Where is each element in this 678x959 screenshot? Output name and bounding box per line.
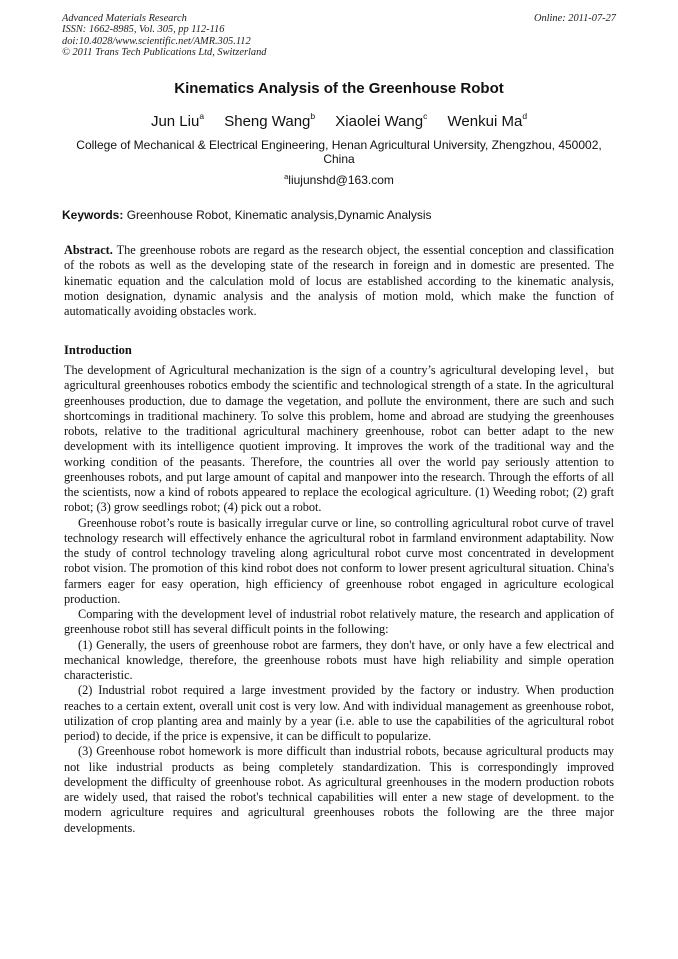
journal-name: Advanced Materials Research (62, 13, 187, 24)
author-list (0, 113, 678, 130)
author (151, 113, 204, 130)
introduction-body (64, 363, 614, 836)
abstract-text: The greenhouse robots are regard as the research object, the essential conception and classification of the robots as well as the developing state of the research in foreign and in domestic are presented. The kinematic equation and the calculation mold of locus are established according to the kinematic analysis, motion designation, dynamic analysis and the analysis of motion mold, which make the function of automatically avoiding obstacles work. (64, 243, 614, 318)
keywords-text: Greenhouse Robot, Kinematic analysis,Dynamic Analysis (123, 208, 432, 222)
paragraph: The development of Agricultural mechanization is the sign of a country’s agricultural developing level，but agricultural greenhouses robotics embody the scientific and technological strength of a state. In the agricultural greenhouses production, due to damage the vegetation, and pollute the environment, there are such and such shortcomings in traditional machinery. To solve this problem, home and abroad are studying the greenhouses robots, relative to the traditional agricultural machinery greenhouse, robot can better adapt to the new development with its intelligence quotient improving. It improves the work of the traditional way and the working condition of the peasants. Therefore, the countries all over the world pay seriously attention to greenhouses robots, and put large amount of capital and manpower into the research. Through the efforts of all the scientists, now a kind of robots appeared to replace the ecological agriculture. (1) Weeding robot; (2) graft robot; (3) grow seedlings robot; (4) pick out a robot. (64, 363, 614, 515)
section-heading-introduction: Introduction (64, 343, 132, 357)
author (224, 113, 315, 130)
affiliation: College of Mechanical & Electrical Engineering, Henan Agricultural University, Zhengzhou, 450002, China (76, 138, 602, 166)
author-name: Jun Liu (150, 113, 200, 130)
author (448, 113, 528, 130)
online-date: Online: 2011-07-27 (533, 13, 616, 24)
author-superscript: a (199, 111, 205, 121)
author-name: Wenkui Ma (447, 113, 523, 130)
paper-title: Kinematics Analysis of the Greenhouse Robot (174, 80, 504, 97)
keywords-label: Keywords: (62, 208, 124, 222)
paragraph: Comparing with the development level of industrial robot relatively mature, the research and application of greenhouse robot still has several difficult points in the following: (64, 607, 614, 637)
author-superscript: d (522, 111, 528, 121)
author (335, 113, 427, 130)
journal-header (62, 13, 616, 59)
email-superscript: a (284, 172, 289, 181)
author-name: Xiaolei Wang (335, 113, 424, 130)
author-name: Sheng Wang (224, 113, 311, 130)
doi-line: doi:10.4028/www.scientific.net/AMR.305.112 (62, 35, 251, 47)
keywords (62, 208, 616, 222)
abstract-label: Abstract. (64, 243, 113, 257)
author-superscript: c (423, 111, 428, 121)
list-item: (1) Generally, the users of greenhouse robot are farmers, they don't have, or only have a few electrical and mechanical knowledge, therefore, the greenhouse robots must have high reliability and simple operation characteristic. (64, 637, 614, 682)
list-item: (2) Industrial robot required a large investment provided by the factory or industry. When production reaches to a certain extent, overall unit cost is very low. And with individual management as greenhouse robot, utilization of crop planting area and mainly by a year (i.e. able to use the capabilities of the agricultural robot period) to decide, if the price is expensive, it can be difficult to popularize. (64, 683, 614, 743)
author-superscript: b (310, 111, 316, 121)
list-item: (3) Greenhouse robot homework is more difficult than industrial robots, because agricultural products may not like industrial products as being completely standardization. This is correspondingly improved development the difficulty of greenhouse robot. As agricultural greenhouses in the modern production robots are widely used, that raised the robot's technical capabilities will enter a new stage of development. to the modern agriculture requires and agricultural greenhouses robots the following are the three major developments. (64, 744, 614, 835)
corresponding-email (0, 173, 678, 187)
email-address: liujunshd@163.com (288, 173, 394, 187)
copyright-line: © 2011 Trans Tech Publications Ltd, Switzerland (62, 47, 267, 59)
abstract (64, 243, 614, 319)
paragraph: Greenhouse robot’s route is basically irregular curve or line, so controlling agricultural robot curve of travel technology research will effectively enhance the agricultural robot in farmland environment adaptability. Now the study of control technology traveling along agricultural robot curve most concentrated in development robot vision. The promotion of this kind robot does not conform to lower present agricultural situation. China's farmers eager for easy operation, high efficiency of greenhouse robot engaged in agriculture ecological production. (64, 515, 614, 606)
issn-line: ISSN: 1662-8985, Vol. 305, pp 112-116 (62, 24, 225, 36)
